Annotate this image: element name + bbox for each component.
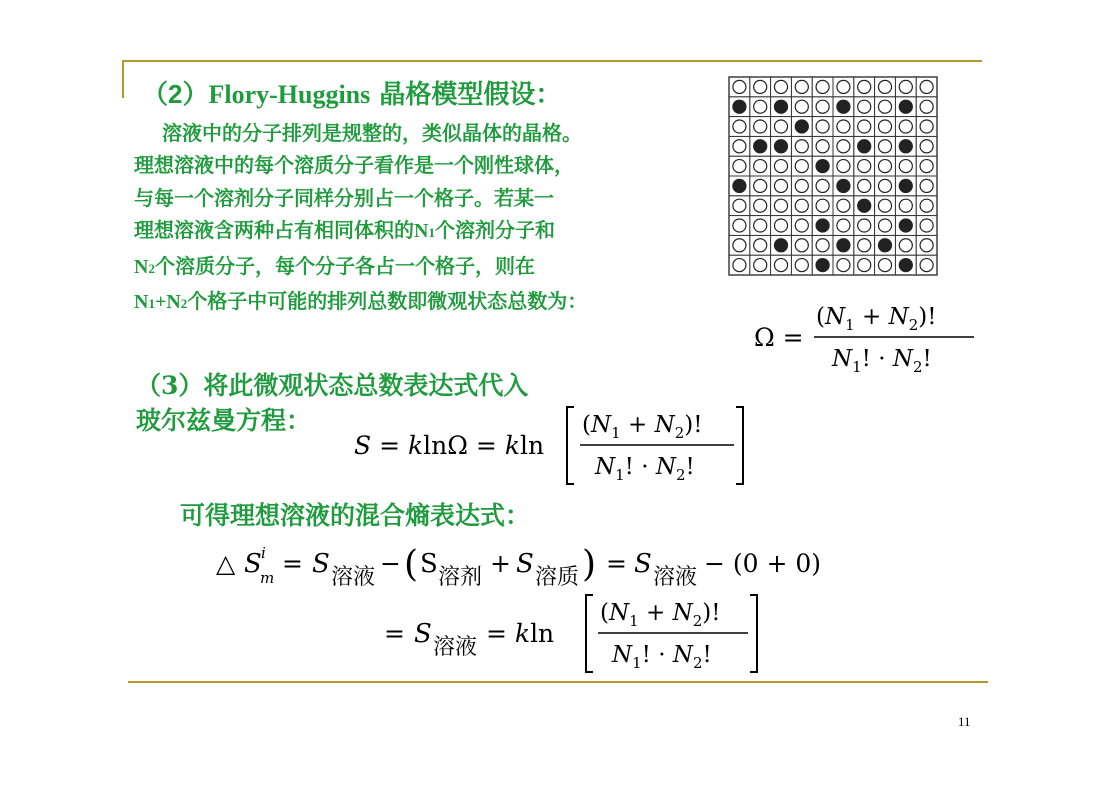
solvent-molecule xyxy=(795,259,808,272)
solute-molecule xyxy=(774,140,787,153)
section-2-model-name: Flory-Huggins xyxy=(208,80,371,109)
section-3-line-1: （3）将此微观状态总数表达式代入 xyxy=(136,371,529,400)
n1-symbol: N xyxy=(414,220,429,243)
solvent-molecule xyxy=(837,140,850,153)
svg-text:): ) xyxy=(582,544,597,585)
svg-text:m: m xyxy=(260,569,275,587)
paragraph-line-6 xyxy=(134,285,724,320)
boltzmann-formula xyxy=(350,402,750,492)
svg-text:− (0 + 0): − (0 + 0) xyxy=(704,549,822,578)
solute-molecule xyxy=(816,219,829,232)
solute-molecule xyxy=(899,219,912,232)
solute-molecule xyxy=(754,140,767,153)
n1-subscript: 1 xyxy=(428,225,435,241)
solvent-molecule xyxy=(899,120,912,133)
svg-text:(N1 + N2)!: $(N_1 + N_2)$! xyxy=(816,304,937,334)
svg-text:S = klnΩ = kln: S = klnΩ = kln xyxy=(354,431,545,460)
solute-molecule xyxy=(878,239,891,252)
solvent-molecule xyxy=(920,239,933,252)
solvent-molecule xyxy=(733,120,746,133)
svg-text:=: = xyxy=(606,549,627,578)
solvent-molecule xyxy=(837,259,850,272)
svg-text:+: + xyxy=(490,549,511,578)
solvent-molecule xyxy=(795,100,808,113)
solvent-molecule xyxy=(878,120,891,133)
paragraph-line-5-b: 个溶质分子，每个分子各占一个格子，则在 xyxy=(154,253,535,278)
solvent-molecule xyxy=(774,259,787,272)
solvent-molecule xyxy=(837,219,850,232)
svg-text:(: ( xyxy=(404,544,419,585)
solvent-molecule xyxy=(795,140,808,153)
solvent-molecule xyxy=(920,140,933,153)
solvent-molecule xyxy=(754,100,767,113)
solvent-molecule xyxy=(816,140,829,153)
solvent-molecule xyxy=(816,179,829,192)
omega-formula-render xyxy=(752,296,982,380)
n2-subscript: 2 xyxy=(148,260,155,276)
svg-text:S: S xyxy=(312,549,330,579)
svg-text:S: S xyxy=(244,549,262,579)
solvent-molecule xyxy=(878,179,891,192)
solvent-molecule xyxy=(878,199,891,212)
solvent-molecule xyxy=(733,140,746,153)
svg-text:溶剂: 溶剂 xyxy=(438,565,483,590)
solvent-molecule xyxy=(920,199,933,212)
solvent-molecule xyxy=(837,199,850,212)
solute-molecule xyxy=(899,140,912,153)
solvent-molecule xyxy=(754,179,767,192)
solvent-molecule xyxy=(733,199,746,212)
solute-molecule xyxy=(837,100,850,113)
mixing-entropy-formula-2-render xyxy=(380,590,770,676)
solute-molecule xyxy=(733,100,746,113)
solvent-molecule xyxy=(920,259,933,272)
solvent-molecule xyxy=(774,219,787,232)
paragraph-line-1: 溶液中的分子排列是规整的，类似晶体的晶格。 xyxy=(162,121,582,145)
solute-molecule xyxy=(858,199,871,212)
solvent-molecule xyxy=(920,120,933,133)
solvent-molecule xyxy=(733,160,746,173)
svg-text:Ω =: Ω = xyxy=(754,323,804,352)
solvent-molecule xyxy=(899,160,912,173)
paragraph-line-5 xyxy=(134,250,724,285)
solvent-molecule xyxy=(795,199,808,212)
solvent-molecule xyxy=(899,199,912,212)
solvent-molecule xyxy=(878,259,891,272)
paragraph-line-4 xyxy=(134,214,724,249)
solute-molecule xyxy=(899,179,912,192)
solute-molecule xyxy=(899,259,912,272)
solvent-molecule xyxy=(899,80,912,93)
svg-text:溶液: 溶液 xyxy=(331,565,376,590)
omega-formula xyxy=(752,296,982,384)
solvent-molecule xyxy=(878,80,891,93)
solute-molecule xyxy=(774,239,787,252)
solvent-molecule xyxy=(816,80,829,93)
solvent-molecule xyxy=(733,80,746,93)
svg-text:溶质: 溶质 xyxy=(535,565,580,590)
solvent-molecule xyxy=(795,219,808,232)
solvent-molecule xyxy=(920,100,933,113)
n2-subscript-2: 2 xyxy=(180,296,188,312)
mixing-entropy-formula-2 xyxy=(380,590,770,680)
solvent-molecule xyxy=(733,239,746,252)
solute-molecule xyxy=(858,140,871,153)
svg-text:=: = xyxy=(282,549,303,578)
boltzmann-formula-render xyxy=(350,402,750,488)
solvent-molecule xyxy=(837,160,850,173)
mixing-entropy-caption: 可得理想溶液的混合熵表达式： xyxy=(180,501,531,530)
section-2-title: 晶格模型假设： xyxy=(370,80,562,110)
solvent-molecule xyxy=(774,120,787,133)
solvent-molecule xyxy=(754,219,767,232)
solute-molecule xyxy=(795,120,808,133)
solvent-molecule xyxy=(920,160,933,173)
solvent-molecule xyxy=(816,120,829,133)
left-rule xyxy=(122,60,124,98)
svg-text:−: − xyxy=(380,549,401,578)
solvent-molecule xyxy=(837,80,850,93)
solvent-molecule xyxy=(858,80,871,93)
solvent-molecule xyxy=(754,160,767,173)
svg-text:i: i xyxy=(261,544,266,562)
svg-text:=: = xyxy=(384,619,405,648)
svg-text:S: S xyxy=(516,549,534,579)
top-rule xyxy=(122,60,982,62)
solute-molecule xyxy=(899,100,912,113)
solvent-molecule xyxy=(754,199,767,212)
solvent-molecule xyxy=(733,259,746,272)
paragraph-line-6-b: 个格子中可能的排列总数即微观状态总数为： xyxy=(187,289,588,314)
solvent-molecule xyxy=(754,239,767,252)
solute-molecule xyxy=(837,179,850,192)
solvent-molecule xyxy=(858,239,871,252)
mixing-entropy-formula-1-render xyxy=(214,538,944,598)
solvent-molecule xyxy=(878,140,891,153)
solvent-molecule xyxy=(858,259,871,272)
solvent-molecule xyxy=(795,80,808,93)
paragraph-line-3: 与每一个溶剂分子同样分别占一个格子。若某一 xyxy=(134,185,554,210)
svg-text:N1! · N2!: $N_1$! · $N_2$! xyxy=(612,642,712,672)
solvent-molecule xyxy=(858,179,871,192)
solvent-molecule xyxy=(878,100,891,113)
solute-molecule xyxy=(733,179,746,192)
solvent-molecule xyxy=(920,219,933,232)
solvent-molecule xyxy=(795,239,808,252)
solute-molecule xyxy=(816,259,829,272)
svg-text:S: S xyxy=(414,619,432,649)
svg-text:溶液: 溶液 xyxy=(433,635,478,660)
section-3-line-2: 玻尔兹曼方程： xyxy=(136,406,312,435)
solvent-molecule xyxy=(754,80,767,93)
solute-molecule xyxy=(774,100,787,113)
paragraph-line-4-a: 理想溶液含两种占有相同体积的 xyxy=(134,218,414,243)
n1-symbol-2: N xyxy=(134,291,149,314)
solvent-molecule xyxy=(733,219,746,232)
lattice-figure xyxy=(728,76,938,276)
solvent-molecule xyxy=(774,160,787,173)
solvent-molecule xyxy=(920,80,933,93)
description-paragraph xyxy=(134,117,724,320)
svg-text:(N1 + N2)!: $(N_1 + N_2)$! xyxy=(600,600,721,630)
svg-text:S: S xyxy=(420,549,438,579)
svg-text:S: S xyxy=(634,549,652,579)
svg-text:N1! · N2!: $N_1$! · $N_2$! xyxy=(832,346,932,376)
solvent-molecule xyxy=(816,239,829,252)
paragraph-line-4-b: 个溶剂分子和 xyxy=(434,218,555,243)
solvent-molecule xyxy=(774,179,787,192)
n1-subscript-2: 1 xyxy=(148,296,155,312)
paragraph-line-2: 理想溶液中的每个溶质分子看作是一个刚性球体， xyxy=(134,153,574,178)
svg-text:(N1 + N2)!: $(N_1 + N_2)$! xyxy=(582,412,703,442)
svg-text:溶液: 溶液 xyxy=(653,565,698,590)
solvent-molecule xyxy=(858,160,871,173)
solvent-molecule xyxy=(878,160,891,173)
solvent-molecule xyxy=(774,199,787,212)
section-2-prefix: （2） xyxy=(142,79,209,109)
solvent-molecule xyxy=(795,179,808,192)
n2-symbol: N xyxy=(134,255,149,278)
lattice-grid-image xyxy=(728,76,938,276)
solvent-molecule xyxy=(754,259,767,272)
svg-text:△: △ xyxy=(216,549,236,578)
solvent-molecule xyxy=(878,219,891,232)
solvent-molecule xyxy=(858,219,871,232)
solvent-molecule xyxy=(858,100,871,113)
solvent-molecule xyxy=(899,239,912,252)
section-2-heading xyxy=(142,74,561,111)
solvent-molecule xyxy=(774,80,787,93)
solvent-molecule xyxy=(754,120,767,133)
bottom-rule xyxy=(128,681,988,683)
solvent-molecule xyxy=(837,120,850,133)
svg-text:= kln: = kln xyxy=(486,619,555,648)
solvent-molecule xyxy=(816,199,829,212)
svg-text:N1! · N2!: $N_1$! · $N_2$! xyxy=(595,454,695,484)
page-number: 11 xyxy=(958,714,971,729)
solvent-molecule xyxy=(858,120,871,133)
solute-molecule xyxy=(837,239,850,252)
solvent-molecule xyxy=(795,160,808,173)
solvent-molecule xyxy=(920,179,933,192)
solvent-molecule xyxy=(816,100,829,113)
plus-n2-symbol: +N xyxy=(154,291,181,314)
solute-molecule xyxy=(816,160,829,173)
